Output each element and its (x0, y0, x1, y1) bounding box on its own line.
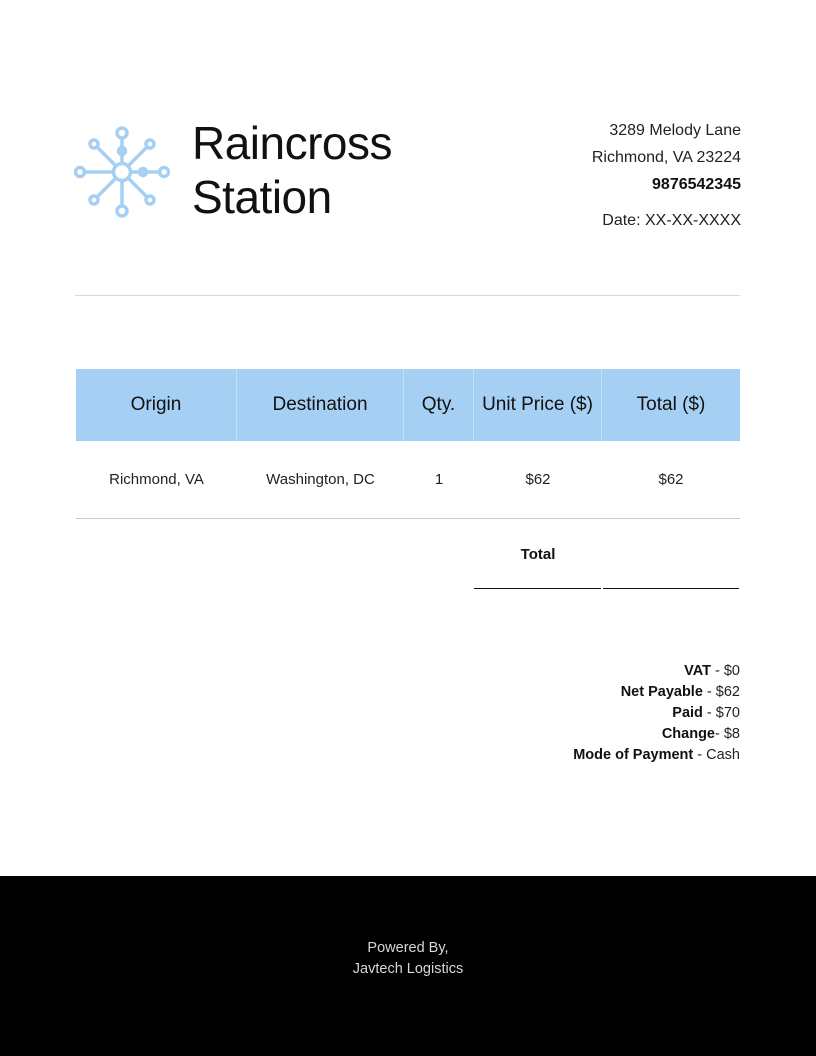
change-label: Change (661, 726, 715, 742)
invoice-table (76, 369, 740, 519)
paid-line (573, 703, 740, 724)
payment-mode-line (573, 745, 740, 766)
column-header-destination: Destination (237, 369, 404, 441)
cell-qty: 1 (434, 471, 444, 488)
address-street: 3289 Melody Lane (609, 122, 741, 139)
footer-powered-by: Powered By, (367, 940, 449, 956)
payment-mode-value: - Cash (693, 747, 740, 763)
brand-line-1: Raincross (192, 117, 393, 169)
cell-unit-price: $62 (525, 471, 551, 488)
total-underline-left (474, 588, 601, 589)
total-underline-right (603, 588, 739, 589)
column-header-total: Total ($) (636, 394, 706, 415)
address-city: Richmond, VA 23224 (591, 149, 741, 166)
payment-summary (573, 661, 740, 766)
payment-mode-label: Mode of Payment (573, 747, 694, 763)
net-payable-line (573, 682, 740, 703)
phone-number: 9876542345 (652, 176, 741, 193)
change-value: - $8 (715, 726, 740, 742)
column-header-origin: Origin (76, 369, 237, 441)
vat-label: VAT (684, 663, 711, 679)
change-line (573, 724, 740, 745)
paid-value: - $70 (702, 705, 740, 721)
paid-label: Paid (672, 705, 703, 721)
cell-destination: Washington, DC (266, 471, 375, 488)
cell-total: $62 (658, 471, 684, 488)
table-header (76, 369, 740, 441)
footer-credit (0, 938, 816, 980)
brand-line-2: Station (192, 171, 332, 223)
column-header-qty: Qty. (404, 369, 474, 441)
vat-line (573, 661, 740, 682)
network-snowflake-icon (74, 124, 170, 220)
company-address (592, 117, 741, 234)
invoice-date: Date: XX-XX-XXXX (602, 212, 741, 229)
footer (0, 876, 816, 1056)
table-row (76, 441, 740, 519)
total-label: Total (520, 546, 556, 563)
net-payable-value: - $62 (702, 684, 740, 700)
vat-value: - $0 (710, 663, 740, 679)
cell-origin: Richmond, VA (109, 471, 204, 488)
header-divider (75, 295, 740, 296)
brand-name (192, 116, 392, 224)
column-header-unit-price: Unit Price ($) (474, 369, 602, 441)
footer-company: Javtech Logistics (352, 961, 464, 977)
net-payable-label: Net Payable (620, 684, 703, 700)
